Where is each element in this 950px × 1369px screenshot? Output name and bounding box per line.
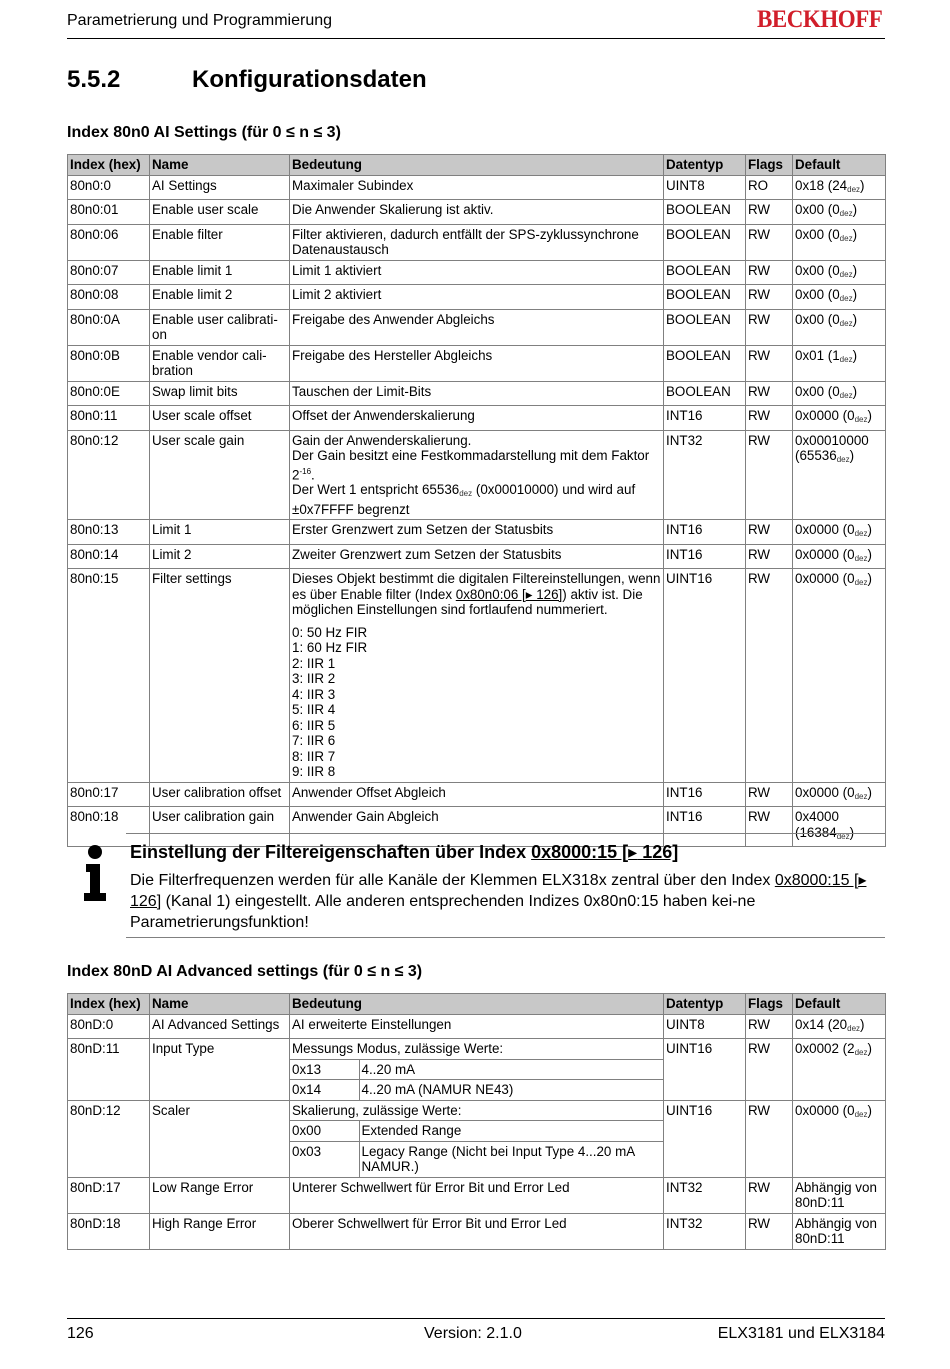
default-text: (16384 — [795, 824, 837, 840]
link-arrow-icon: ▸ — [858, 872, 867, 889]
cell-name: Enable vendor cali-bration — [150, 345, 290, 381]
default-close: ) — [867, 1102, 872, 1118]
enum-desc: Legacy Range (Nicht bei Input Type 4...20 mA NAMUR.) — [361, 1143, 635, 1174]
page-number: 126 — [67, 1325, 94, 1342]
default-subscript: dez — [854, 415, 868, 424]
cell-type: BOOLEAN — [664, 309, 746, 345]
cell-type: INT32 — [664, 430, 746, 520]
default-subscript: dez — [854, 553, 868, 563]
table-header-row — [68, 155, 886, 176]
cell-name: Input Type — [150, 1039, 290, 1101]
cell-name: AI Advanced Settings — [150, 1014, 290, 1039]
cell-type: INT16 — [664, 520, 746, 545]
cell-enum — [290, 1141, 664, 1177]
cell-index: 80nD:12 — [68, 1100, 150, 1177]
filter-option: 8: IIR 7 — [292, 748, 336, 764]
cell-name: Swap limit bits — [150, 381, 290, 406]
default-value: 0x4000 — [795, 809, 839, 825]
document-version: Version: 2.1.0 — [424, 1325, 522, 1342]
note-title-link-text: 0x8000:15 [ — [531, 842, 629, 862]
table-row — [68, 1177, 886, 1213]
cell-flags: RW — [746, 544, 793, 569]
table-row — [68, 309, 886, 345]
enum-row — [290, 1060, 663, 1080]
cell-type: INT32 — [664, 1177, 746, 1213]
cell-meaning: Anwender Gain Abgleich — [290, 807, 664, 847]
default-close: ) — [867, 522, 872, 538]
default-value: 0x18 (24 — [795, 177, 848, 193]
default-value: 0x0000 (0 — [795, 522, 855, 538]
note-body-link-text: 0x8000:15 [ — [774, 872, 859, 889]
default-value: 0x00 (0 — [795, 202, 840, 217]
default-subscript: dez — [839, 354, 853, 364]
cell-name: Filter settings — [150, 569, 290, 783]
cell-meaning: Oberer Schwellwert für Error Bit und Error Led — [290, 1213, 664, 1249]
cell-type: INT16 — [664, 782, 746, 807]
cell-meaning: Filter aktivieren, dadurch entfällt der SPS-zyklussynchrone Datenaustausch — [290, 224, 664, 260]
meaning-text: . — [311, 466, 315, 482]
default-subscript: dez — [854, 1048, 868, 1057]
filter-option: 9: IIR 8 — [292, 764, 336, 780]
col-type: Datentyp — [664, 155, 746, 176]
enum-table — [290, 1060, 663, 1080]
col-name: Name — [150, 994, 290, 1015]
cell-default — [793, 200, 886, 225]
cell-type: INT16 — [664, 544, 746, 569]
cell-default: Abhängig von 80nD:11 — [793, 1213, 886, 1249]
cell-index: 80n0:15 — [68, 569, 150, 783]
filter-option: 3: IIR 2 — [292, 671, 336, 687]
meaning-paragraph — [292, 571, 661, 618]
note-body-text-a: Die Filterfrequenzen werden für alle Kanäle der Klemmen ELX318x zentral über den Index — [130, 872, 775, 889]
meaning-line — [292, 482, 661, 517]
section-title: Konfigurationsdaten — [192, 66, 427, 93]
cell-flags: RW — [746, 309, 793, 345]
enum-desc: Extended Range — [361, 1123, 462, 1138]
table-row — [68, 807, 886, 847]
cell-flags: RW — [746, 1100, 793, 1177]
col-meaning: Bedeutung — [290, 155, 664, 176]
cell-default — [793, 569, 886, 783]
cell-index: 80nD:17 — [68, 1177, 150, 1213]
cell-meaning — [290, 430, 664, 520]
table-row — [68, 1039, 886, 1060]
enum-code: 0x03 — [290, 1142, 359, 1177]
default-subscript: dez — [836, 831, 850, 841]
enum-desc: 4..20 mA — [361, 1061, 416, 1077]
table-row — [68, 569, 886, 783]
default-subscript: dez — [839, 318, 853, 328]
meaning-text: (0x00010000) und wird auf ±0x7FFFF begrenzt — [292, 482, 636, 517]
default-close: ) — [852, 311, 858, 327]
cell-name: User calibration gain — [150, 807, 290, 847]
cell-default — [793, 544, 886, 569]
table-row — [68, 782, 886, 807]
default-close: ) — [852, 202, 858, 217]
cell-meaning: Tauschen der Limit-Bits — [290, 381, 664, 406]
col-type: Datentyp — [664, 994, 746, 1015]
filter-option: 0: 50 Hz FIR — [292, 624, 368, 640]
note-title-link[interactable] — [531, 842, 678, 862]
cell-name: Limit 2 — [150, 544, 290, 569]
default-subscript: dez — [847, 1023, 861, 1033]
table-row — [68, 1100, 886, 1121]
cell-meaning: Die Anwender Skalierung ist aktiv. — [290, 200, 664, 225]
cell-index: 80n0:0 — [68, 175, 150, 200]
cell-meaning: Freigabe des Anwender Abgleichs — [290, 309, 664, 345]
cell-type: BOOLEAN — [664, 200, 746, 225]
cell-meaning: Messungs Modus, zulässige Werte: — [290, 1039, 664, 1060]
cell-meaning: Unterer Schwellwert für Error Bit und Error Led — [290, 1177, 664, 1213]
filter-option: 6: IIR 5 — [292, 717, 336, 733]
cell-flags: RW — [746, 1213, 793, 1249]
table-row — [68, 1014, 886, 1039]
cell-default — [793, 1100, 886, 1177]
cell-meaning: Zweiter Grenzwert zum Setzen der Statusbits — [290, 544, 664, 569]
enum-code: 0x00 — [290, 1121, 359, 1141]
enum-table — [290, 1080, 663, 1100]
link-arrow-icon: ▸ — [628, 842, 638, 862]
default-text: (65536 — [795, 448, 837, 463]
col-flags: Flags — [746, 994, 793, 1015]
cell-type: BOOLEAN — [664, 345, 746, 381]
enum-code: 0x14 — [290, 1080, 359, 1100]
filter-option: 2: IIR 1 — [292, 655, 336, 671]
cell-meaning: Limit 2 aktiviert — [290, 285, 664, 310]
enum-desc: 4..20 mA (NAMUR NE43) — [361, 1082, 514, 1097]
cell-index: 80n0:13 — [68, 520, 150, 545]
cell-type: INT32 — [664, 1213, 746, 1249]
cell-name: User scale gain — [150, 430, 290, 520]
col-meaning: Bedeutung — [290, 994, 664, 1015]
cell-type: BOOLEAN — [664, 224, 746, 260]
default-value: 0x00 (0 — [795, 383, 840, 399]
filter-option: 5: IIR 4 — [292, 702, 336, 718]
cell-type: INT16 — [664, 406, 746, 431]
table-row — [68, 175, 886, 200]
default-close: ) — [852, 226, 858, 242]
default-close: ) — [867, 1041, 872, 1056]
filter-option: 4: IIR 3 — [292, 686, 336, 702]
cell-type: UINT16 — [664, 1039, 746, 1101]
cell-default — [793, 1014, 886, 1039]
default-subscript: dez — [839, 390, 853, 400]
cell-type: INT16 — [664, 807, 746, 847]
meaning-text: ) aktiv ist. Die möglichen Einstellungen sind fortlaufend nummeriert. — [292, 586, 643, 618]
cell-flags: RW — [746, 381, 793, 406]
cell-meaning: Erster Grenzwert zum Setzen der Statusbits — [290, 520, 664, 545]
cell-index: 80nD:18 — [68, 1213, 150, 1249]
cell-flags: RW — [746, 520, 793, 545]
cell-default — [793, 260, 886, 285]
default-value — [795, 825, 883, 845]
cell-flags: RW — [746, 1014, 793, 1039]
cell-index: 80nD:11 — [68, 1039, 150, 1101]
cell-type: BOOLEAN — [664, 260, 746, 285]
default-value: 0x00 (0 — [795, 262, 840, 278]
cell-meaning: Maximaler Subindex — [290, 175, 664, 200]
subscript: dez — [459, 489, 473, 499]
spacer — [292, 618, 661, 625]
default-close: ) — [860, 1016, 865, 1032]
cell-enum — [290, 1080, 664, 1101]
cell-default — [793, 224, 886, 260]
cell-index: 80n0:18 — [68, 807, 150, 847]
default-close: ) — [867, 784, 872, 800]
cell-name: AI Settings — [150, 175, 290, 200]
cell-meaning: AI erweiterte Einstellungen — [290, 1014, 664, 1039]
cell-index: 80n0:11 — [68, 406, 150, 431]
col-flags: Flags — [746, 155, 793, 176]
table-row — [68, 430, 886, 520]
default-close: ) — [852, 287, 858, 302]
table-row — [68, 544, 886, 569]
note-top-rule — [126, 833, 885, 834]
cell-index: 80n0:0A — [68, 309, 150, 345]
note-body-link-page: 126] — [130, 893, 162, 910]
cell-flags: RW — [746, 1177, 793, 1213]
cell-name: Limit 1 — [150, 520, 290, 545]
cell-default — [793, 520, 886, 545]
table-row — [68, 345, 886, 381]
table-row — [68, 224, 886, 260]
enum-code: 0x13 — [290, 1060, 359, 1080]
note-body — [130, 870, 875, 933]
note-body-text-b: (Kanal 1) eingestellt. Alle anderen entsprechenden Indizes 0x80n0:15 haben kei-ne Parametrierungsfunktion! — [130, 893, 756, 931]
default-close: ) — [867, 408, 872, 423]
cell-default — [793, 430, 886, 520]
default-value: 0x00010000 — [795, 432, 869, 448]
cell-index: 80n0:07 — [68, 260, 150, 285]
col-index: Index (hex) — [68, 155, 150, 176]
cell-default — [793, 309, 886, 345]
cell-name: Enable user calibrati-on — [150, 309, 290, 345]
default-subscript: dez — [839, 294, 853, 303]
table-row — [68, 381, 886, 406]
default-close: ) — [849, 824, 855, 840]
cell-flags: RW — [746, 406, 793, 431]
section-number: 5.5.2 — [67, 66, 121, 93]
cell-flags: RW — [746, 224, 793, 260]
beckhoff-logo: BECKHOFF — [757, 6, 883, 33]
cell-default — [793, 345, 886, 381]
table2-heading: Index 80nD AI Advanced settings (für 0 ≤ n ≤ 3) — [67, 963, 423, 980]
col-name: Name — [150, 155, 290, 176]
default-subscript: dez — [854, 791, 868, 801]
table-header-row — [68, 994, 886, 1015]
default-value: 0x0000 (0 — [795, 1102, 855, 1118]
cell-type: UINT8 — [664, 175, 746, 200]
cell-name: Enable filter — [150, 224, 290, 260]
cell-default — [793, 381, 886, 406]
table-row — [68, 520, 886, 545]
default-close: ) — [849, 448, 855, 463]
exponent: -16 — [299, 466, 312, 476]
cell-default — [793, 1039, 886, 1101]
default-subscript: dez — [839, 269, 853, 279]
header-rule — [67, 38, 885, 39]
info-icon — [83, 845, 107, 901]
cell-default — [793, 175, 886, 200]
cell-index: 80n0:14 — [68, 544, 150, 569]
default-close: ) — [867, 546, 872, 562]
note-bottom-rule — [126, 937, 885, 938]
cell-index: 80n0:06 — [68, 224, 150, 260]
settings-table — [67, 154, 886, 847]
table-row — [68, 1213, 886, 1249]
cell-flags: RO — [746, 175, 793, 200]
cell-flags: RW — [746, 569, 793, 783]
default-value: 0x0000 (0 — [795, 571, 855, 587]
default-value — [795, 448, 883, 468]
cell-default — [793, 285, 886, 310]
default-value: 0x0000 (0 — [795, 546, 855, 562]
table-row — [68, 285, 886, 310]
cell-default — [793, 782, 886, 807]
default-value: 0x00 (0 — [795, 311, 840, 327]
cell-name: Scaler — [150, 1100, 290, 1177]
cell-name: Low Range Error — [150, 1177, 290, 1213]
cell-meaning: Limit 1 aktiviert — [290, 260, 664, 285]
default-close: ) — [852, 262, 858, 278]
default-subscript: dez — [854, 529, 868, 539]
enable-filter-link[interactable] — [456, 587, 563, 602]
default-value: 0x01 (1 — [795, 347, 840, 363]
cell-name: Enable limit 2 — [150, 285, 290, 310]
default-value: 0x0002 (2 — [795, 1041, 855, 1056]
default-subscript: dez — [839, 233, 853, 243]
section-heading — [67, 66, 427, 94]
running-header-title: Parametrierung und Programmierung — [67, 12, 333, 29]
enum-row — [290, 1142, 663, 1177]
note-title-text: Einstellung der Filtereigenschaften über Index — [130, 842, 532, 862]
meaning-line: Gain der Anwenderskalierung. — [292, 432, 472, 448]
cell-flags: RW — [746, 1039, 793, 1101]
meaning-text: Der Wert 1 entspricht 65536 — [292, 482, 460, 498]
meaning-text: Dieses Objekt bestimmt die digitalen Filtereinstellungen, wenn es über Enable filter (Index — [292, 571, 661, 602]
cell-flags: RW — [746, 430, 793, 520]
cell-type: UINT8 — [664, 1014, 746, 1039]
cell-meaning — [290, 569, 664, 783]
cell-meaning: Skalierung, zulässige Werte: — [290, 1100, 664, 1121]
cell-type: BOOLEAN — [664, 381, 746, 406]
cell-type: UINT16 — [664, 569, 746, 783]
col-index: Index (hex) — [68, 994, 150, 1015]
cell-enum — [290, 1121, 664, 1142]
meaning-line — [292, 448, 661, 482]
filter-option: 7: IIR 6 — [292, 733, 336, 749]
enum-row — [290, 1080, 663, 1100]
enum-row — [290, 1121, 663, 1141]
meaning-text: Der Gain besitzt eine Festkommadarstellung mit dem Faktor 2 — [292, 448, 650, 482]
cell-flags: RW — [746, 200, 793, 225]
cell-name: Enable user scale — [150, 200, 290, 225]
default-subscript: dez — [854, 1109, 868, 1119]
enum-table — [290, 1121, 663, 1141]
note-title — [130, 842, 678, 863]
col-default: Default — [793, 155, 886, 176]
cell-name: User scale offset — [150, 406, 290, 431]
cell-name: High Range Error — [150, 1213, 290, 1249]
cell-index: 80n0:08 — [68, 285, 150, 310]
default-value: 0x14 (20 — [795, 1016, 848, 1032]
cell-index: 80nD:0 — [68, 1014, 150, 1039]
cell-flags: RW — [746, 345, 793, 381]
cell-index: 80n0:01 — [68, 200, 150, 225]
default-subscript: dez — [854, 578, 868, 588]
enum-table — [290, 1142, 663, 1177]
cell-index: 80n0:0E — [68, 381, 150, 406]
link-arrow-icon: ▸ — [525, 586, 533, 602]
link-text: 0x80n0:06 [ — [455, 586, 526, 602]
col-default: Default — [793, 994, 886, 1015]
default-close: ) — [852, 383, 858, 399]
table1-heading: Index 80n0 AI Settings (für 0 ≤ n ≤ 3) — [67, 124, 341, 141]
cell-flags: RW — [746, 260, 793, 285]
cell-flags: RW — [746, 782, 793, 807]
default-close: ) — [867, 571, 872, 587]
default-value: 0x00 (0 — [795, 287, 840, 302]
default-value: 0x00 (0 — [795, 226, 840, 242]
link-page: 126] — [532, 586, 563, 602]
cell-name: Enable limit 1 — [150, 260, 290, 285]
cell-meaning: Offset der Anwenderskalierung — [290, 406, 664, 431]
cell-type: BOOLEAN — [664, 285, 746, 310]
default-close: ) — [852, 347, 858, 363]
cell-enum — [290, 1059, 664, 1080]
table-row — [68, 406, 886, 431]
default-value: 0x0000 (0 — [795, 408, 855, 423]
cell-index: 80n0:12 — [68, 430, 150, 520]
product-name: ELX3181 und ELX3184 — [717, 1325, 885, 1342]
default-subscript: dez — [836, 455, 850, 464]
cell-index: 80n0:17 — [68, 782, 150, 807]
table-row — [68, 200, 886, 225]
cell-flags: RW — [746, 285, 793, 310]
cell-flags: RW — [746, 807, 793, 847]
table-row — [68, 260, 886, 285]
cell-index: 80n0:0B — [68, 345, 150, 381]
cell-default — [793, 807, 886, 847]
default-value: 0x0000 (0 — [795, 784, 855, 800]
footer-rule — [67, 1318, 885, 1319]
cell-type: UINT16 — [664, 1100, 746, 1177]
cell-meaning: Freigabe des Hersteller Abgleichs — [290, 345, 664, 381]
cell-name: User calibration offset — [150, 782, 290, 807]
default-close: ) — [860, 177, 865, 193]
default-subscript: dez — [847, 184, 861, 194]
cell-default: Abhängig von 80nD:11 — [793, 1177, 886, 1213]
note-title-link-page: 126] — [637, 842, 679, 862]
filter-option: 1: 60 Hz FIR — [292, 640, 368, 656]
cell-default — [793, 406, 886, 431]
advanced-settings-table — [67, 993, 886, 1250]
cell-meaning: Anwender Offset Abgleich — [290, 782, 664, 807]
default-subscript: dez — [839, 209, 853, 218]
